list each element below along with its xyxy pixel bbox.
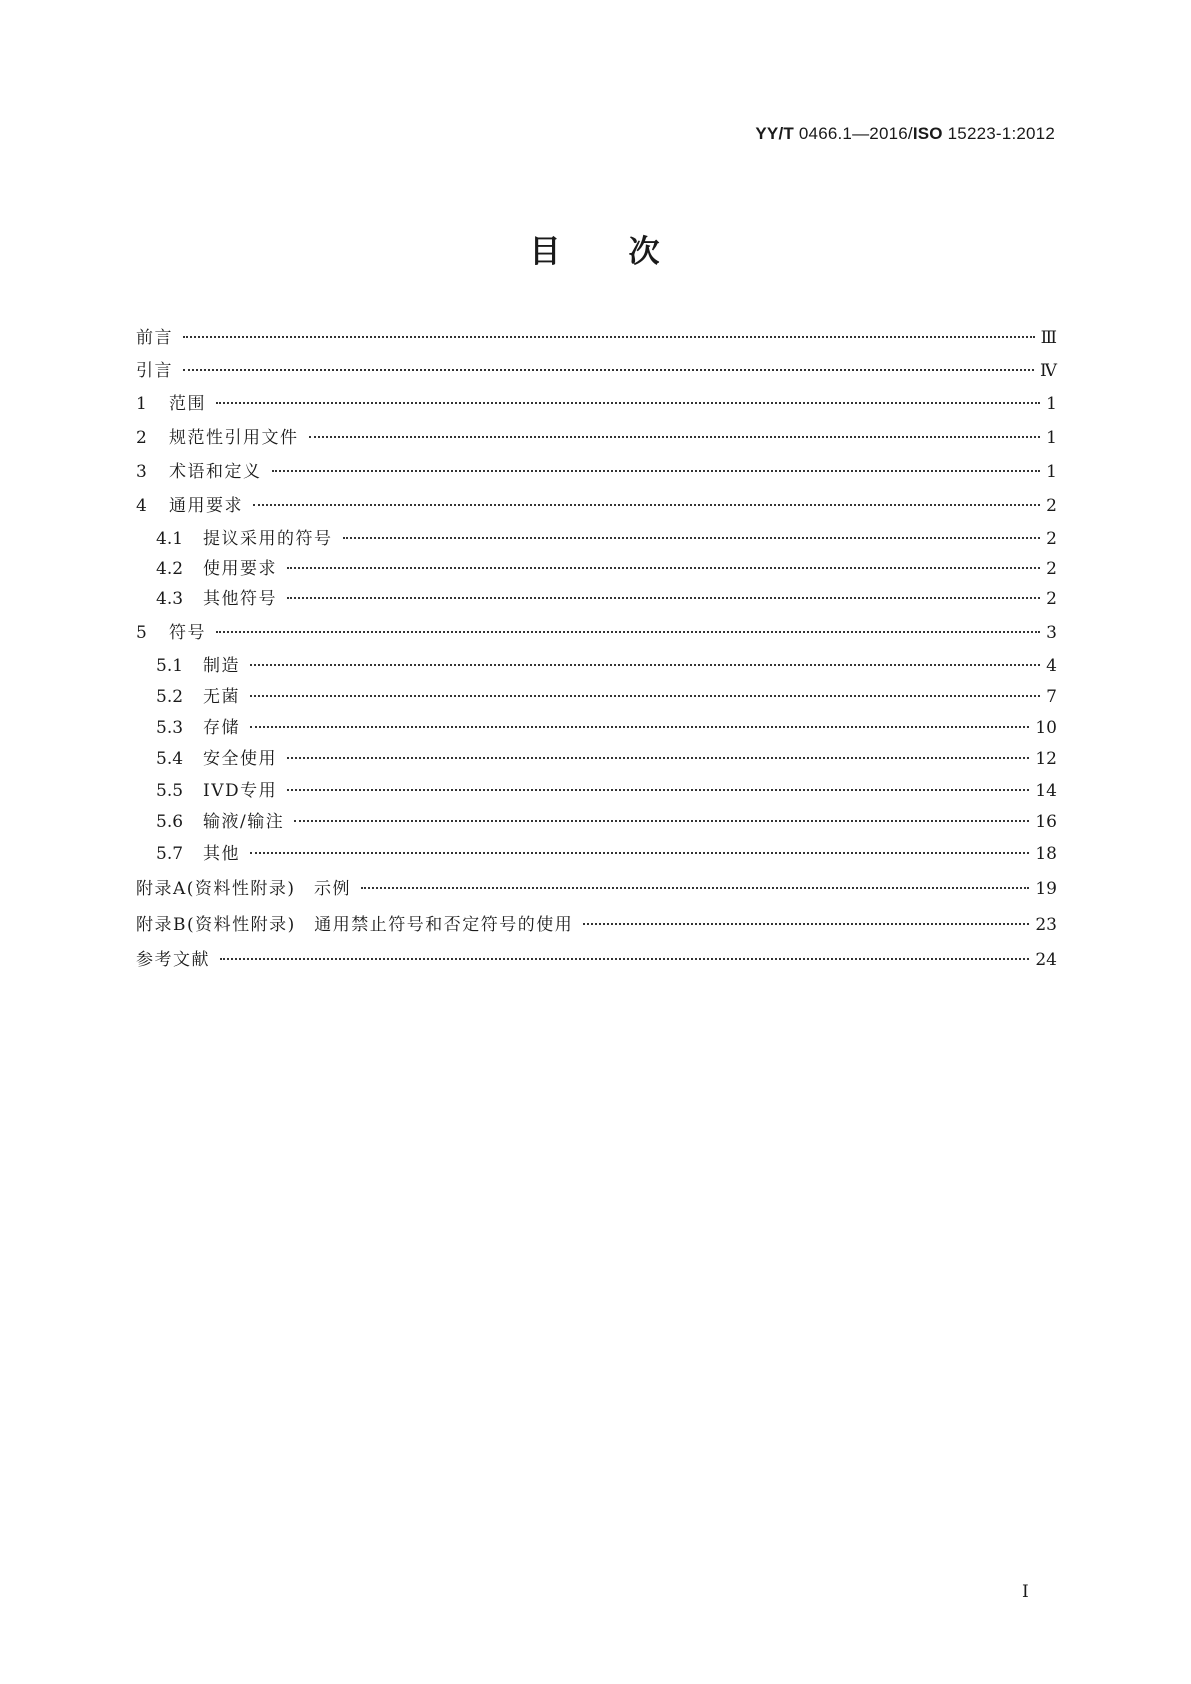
page-title xyxy=(0,226,1191,271)
toc-entry-label: 通用要求 xyxy=(169,496,243,516)
toc-entry-number: 4.2 xyxy=(156,559,184,579)
toc-entry-page: 4 xyxy=(1046,656,1057,676)
dot-leader xyxy=(250,852,1029,854)
toc-entry-number: 3 xyxy=(136,462,147,482)
dot-leader xyxy=(216,631,1040,633)
toc-entry-page: 2 xyxy=(1046,496,1057,516)
toc-entry-number: 5.4 xyxy=(156,749,184,769)
toc-entry-page: 10 xyxy=(1035,718,1057,738)
dot-leader xyxy=(343,537,1041,539)
toc-entry[interactable] xyxy=(136,425,1057,451)
toc-entry-label: 规范性引用文件 xyxy=(169,428,299,448)
toc-entry-page: 14 xyxy=(1035,781,1057,801)
toc-entry[interactable] xyxy=(136,325,1057,351)
toc-entry[interactable] xyxy=(136,912,1057,938)
toc-entry-page: 24 xyxy=(1035,950,1057,970)
toc-entry-label: 无菌 xyxy=(203,687,240,707)
dot-leader xyxy=(183,336,1035,338)
dot-leader xyxy=(250,726,1029,728)
toc-entry-number: 4 xyxy=(136,496,147,516)
toc-entry-page: 3 xyxy=(1046,623,1057,643)
toc-entry-label: 引言 xyxy=(136,361,173,381)
toc-entry-page: 12 xyxy=(1035,749,1057,769)
dot-leader xyxy=(361,887,1029,889)
toc-entry-page: 7 xyxy=(1046,687,1057,707)
title-char-1: 目 xyxy=(529,234,563,270)
toc-entry[interactable] xyxy=(156,556,1057,582)
toc-entry-page: 2 xyxy=(1046,559,1057,579)
dot-leader xyxy=(272,470,1041,472)
toc-entry-number: 4.1 xyxy=(156,529,184,549)
toc-entry-label: 术语和定义 xyxy=(169,462,262,482)
dot-leader xyxy=(287,597,1040,599)
dot-leader xyxy=(287,789,1029,791)
toc-entry-page: 1 xyxy=(1046,462,1057,482)
toc-entry-label: 安全使用 xyxy=(203,749,277,769)
toc-entry-page: 2 xyxy=(1046,589,1057,609)
toc-entry-label: 存储 xyxy=(203,718,240,738)
standard-code-iso-number: 15223-1:2012 xyxy=(942,124,1055,143)
toc-entry-page: 1 xyxy=(1046,394,1057,414)
toc-entry-page: 18 xyxy=(1035,844,1057,864)
toc-entry[interactable] xyxy=(156,684,1057,710)
toc-entry-number: 5.3 xyxy=(156,718,184,738)
toc-entry-number: 5.5 xyxy=(156,781,184,801)
dot-leader xyxy=(294,820,1029,822)
toc-entry-number: 5.7 xyxy=(156,844,184,864)
toc-entry[interactable] xyxy=(156,778,1057,804)
toc-entry-label: 输液/输注 xyxy=(203,812,285,832)
dot-leader xyxy=(183,369,1034,371)
toc-entry-label: 范围 xyxy=(169,394,206,414)
toc-entry-number: 1 xyxy=(136,394,147,414)
toc-entry-page: 1 xyxy=(1046,428,1057,448)
toc-entry-label: 制造 xyxy=(203,656,240,676)
toc-entry[interactable] xyxy=(156,586,1057,612)
toc-entry-page: Ⅳ xyxy=(1040,361,1057,381)
standard-code xyxy=(755,124,1055,144)
toc-entry-page: 19 xyxy=(1035,879,1057,899)
dot-leader xyxy=(309,436,1041,438)
dot-leader xyxy=(216,402,1040,404)
toc-entry-number: 5 xyxy=(136,623,147,643)
toc-entry[interactable] xyxy=(136,876,1057,902)
toc-entry[interactable] xyxy=(136,459,1057,485)
toc-entry-label: 提议采用的符号 xyxy=(203,529,333,549)
page-number: I xyxy=(1022,1582,1029,1602)
title-char-2: 次 xyxy=(628,234,662,270)
standard-code-iso: ISO xyxy=(912,124,943,143)
toc-entry-label: IVD专用 xyxy=(203,781,278,801)
dot-leader xyxy=(250,664,1040,666)
toc-entry-page: 16 xyxy=(1035,812,1057,832)
dot-leader xyxy=(220,958,1029,960)
toc-entry-label: 使用要求 xyxy=(203,559,277,579)
dot-leader xyxy=(287,567,1040,569)
toc-entry[interactable] xyxy=(136,493,1057,519)
toc-entry-number: 5.6 xyxy=(156,812,184,832)
toc-entry-label: 其他符号 xyxy=(203,589,277,609)
toc-entry-number: 5.1 xyxy=(156,656,184,676)
toc-entry[interactable] xyxy=(156,809,1057,835)
toc-entry-label: 附录B(资料性附录) 通用禁止符号和否定符号的使用 xyxy=(136,915,574,935)
toc-entry-label: 前言 xyxy=(136,328,173,348)
toc-entry[interactable] xyxy=(136,947,1057,973)
toc-entry[interactable] xyxy=(156,841,1057,867)
toc-entry-label: 其他 xyxy=(203,844,240,864)
toc-entry-page: Ⅲ xyxy=(1040,328,1057,348)
toc-entry-label: 参考文献 xyxy=(136,950,210,970)
toc-entry-label: 附录A(资料性附录) 示例 xyxy=(136,879,352,899)
toc-entry[interactable] xyxy=(156,653,1057,679)
dot-leader xyxy=(253,504,1040,506)
toc-entry-page: 23 xyxy=(1035,915,1057,935)
toc-entry[interactable] xyxy=(136,391,1057,417)
toc-entry-number: 5.2 xyxy=(156,687,184,707)
standard-code-prefix: YY/T xyxy=(755,124,794,143)
standard-code-number: 0466.1—2016/ xyxy=(793,124,913,143)
toc-entry-page: 2 xyxy=(1046,529,1057,549)
dot-leader xyxy=(583,923,1029,925)
dot-leader xyxy=(287,757,1029,759)
toc-entry[interactable] xyxy=(156,715,1057,741)
toc-entry[interactable] xyxy=(156,746,1057,772)
toc-entry-label: 符号 xyxy=(169,623,206,643)
toc-entry[interactable] xyxy=(136,620,1057,646)
dot-leader xyxy=(250,695,1040,697)
toc-entry-number: 4.3 xyxy=(156,589,184,609)
toc-entry-number: 2 xyxy=(136,428,147,448)
toc-entry[interactable] xyxy=(136,358,1057,384)
toc-entry[interactable] xyxy=(156,526,1057,552)
